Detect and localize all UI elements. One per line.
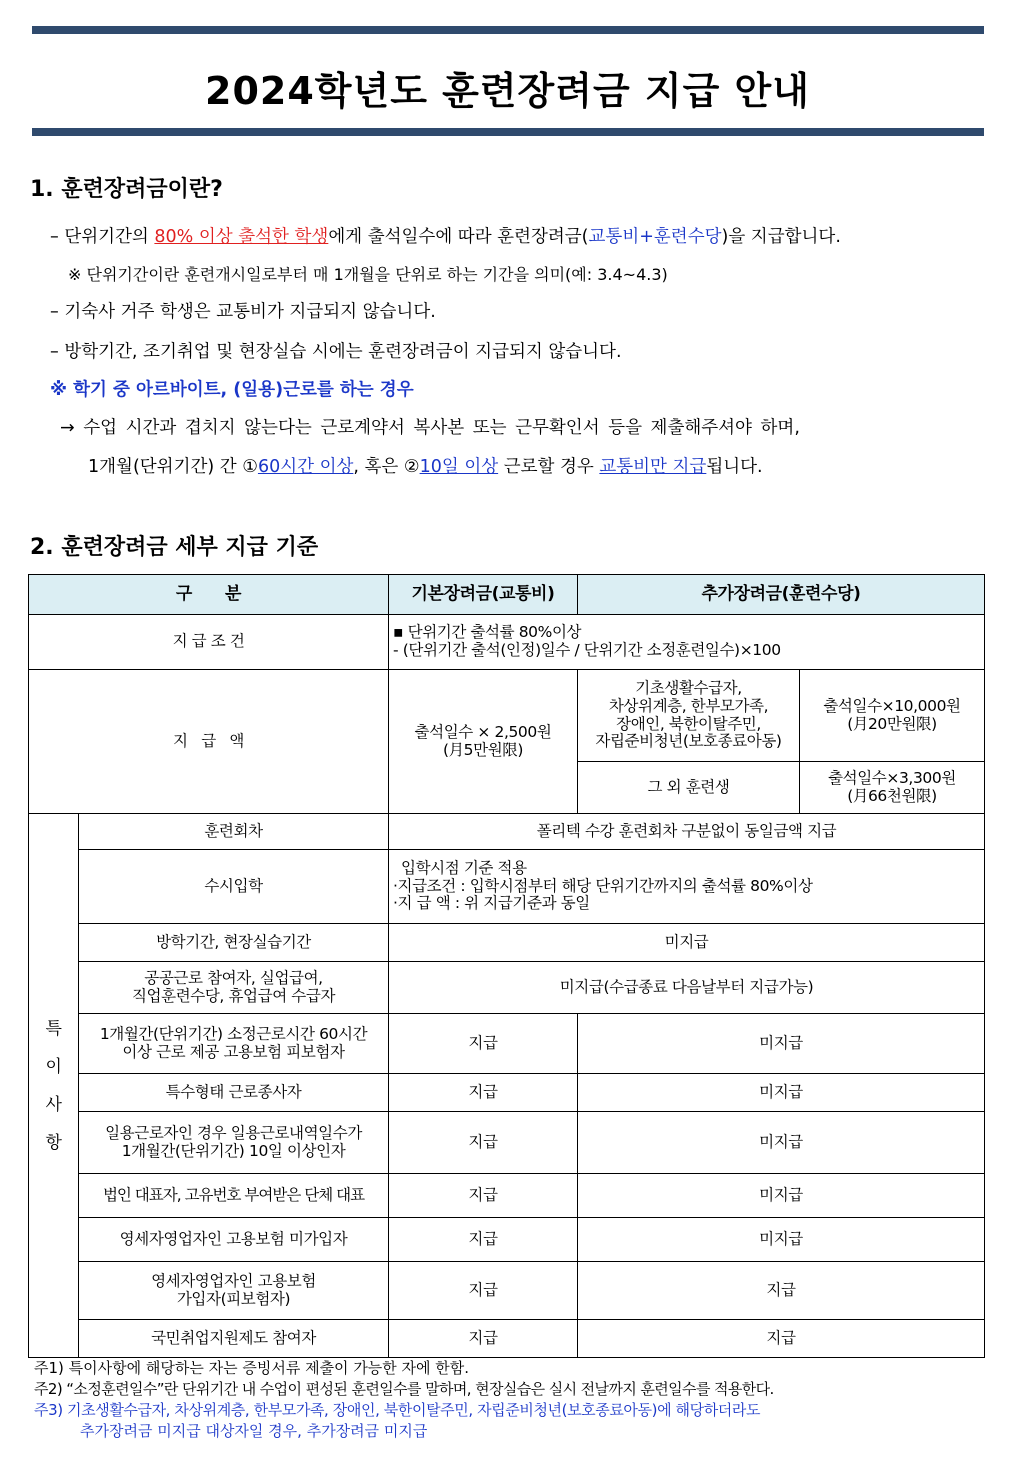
allowance-table [28,574,985,1358]
header-category: 구 분 [29,575,389,615]
section2-heading: 2. 훈련장려금 세부 지급 기준 [30,535,319,560]
group2-formula: 출석일수×3,300원 [828,768,956,787]
section1-warning: ※ 학기 중 아르바이트, (일용)근로를 하는 경우 [50,380,414,400]
section1-line3: – 방학기간, 조기취업 및 현장실습 시에는 훈련장려금이 지급되지 않습니다. [50,342,622,362]
row-label-line1: 영세자영업자인 고용보험 [151,1271,316,1290]
bottom-bar [32,128,984,136]
row-extra-value: 지급 [578,1320,985,1358]
condition-label: 지 급 조 건 [29,615,389,670]
group1-limit: (月20만원限) [847,714,937,733]
group2-limit: (月66천원限) [847,786,937,805]
line5-c: , 혹은 ② [353,457,420,477]
section1-line1 [50,223,841,248]
top-bar [32,26,984,34]
special-label [29,814,79,1358]
row-extra-value: 미지급 [578,1074,985,1112]
amount-group2: 그 외 훈련생 [578,762,800,814]
line1-suffix: )을 지급합니다. [721,227,841,247]
line1-highlight-blue: 교통비+훈련수당 [588,227,722,247]
group1-line1: 기초생활수급자, [635,678,742,697]
row-label-line2: 이상 근로 제공 고용보험 피보험자 [122,1042,345,1061]
table-row [29,1074,985,1112]
group1-line4: 자립준비청년(보호종료아동) [595,732,782,751]
special-char-2: 이 [45,1056,62,1077]
condition-line1: ▪ 단위기간 출석률 80%이상 [393,623,582,642]
row-basic-value: 지급 [389,1218,578,1262]
row-label-line1: 일용근로자인 경우 일용근로내역일수가 [105,1123,362,1142]
footnote-3a: 주3) 기초생활수급자, 차상위계층, 한부모가족, 장애인, 북한이탈주민, 자립준비청년(보호종료아동)에 해당하더라도 [34,1401,761,1419]
line5-a: 1개월(단위기간) 간 ① [88,457,258,477]
admission-line3: ·지 급 액 : 위 지급기준과 동일 [393,894,590,913]
row-label: 특수형태 근로종사자 [79,1074,389,1112]
table-row [29,1014,985,1074]
group1-line3: 장애인, 북한이탈주민, [616,714,761,733]
page-title: 2024학년도 훈련장려금 지급 안내 [205,69,810,113]
amount-basic-formula: 출석일수 × 2,500원 [414,722,552,741]
footnotes [34,1358,774,1442]
amount-row-1 [29,670,985,762]
footnote-2: 주2) “소정훈련일수”란 단위기간 내 수업이 편성된 훈련일수를 말하며, 현장실습은 실시 전날까지 훈련일수를 적용한다. [34,1380,774,1398]
row-merged-value: 폴리텍 수강 훈련회차 구분없이 동일금액 지급 [389,814,985,850]
group1-line2: 차상위계층, 한부모가족, [608,696,769,715]
header-basic: 기본장려금(교통비) [389,575,578,615]
row-label [79,1262,389,1320]
row-label: 법인 대표자, 고유번호 부여받은 단체 대표 [79,1174,389,1218]
section1-note1: ※ 단위기간이란 훈련개시일로부터 매 1개월을 단위로 하는 기간을 의미(예: 3.4~4.3) [68,265,668,284]
line1-highlight-red: 80% 이상 출석한 학생 [154,227,329,247]
row-label: 국민취업지원제도 참여자 [79,1320,389,1358]
row-basic-value: 지급 [389,1320,578,1358]
group1-formula: 출석일수×10,000원 [823,696,961,715]
table-row [29,1262,985,1320]
line5-e: 근로할 경우 [498,457,600,477]
table-row [29,1218,985,1262]
row-basic-value: 지급 [389,1014,578,1074]
table-row [29,924,985,962]
amount-group2-value [800,762,985,814]
footnote-1: 주1) 특이사항에 해당하는 자는 증빙서류 제출이 가능한 자에 한함. [34,1359,470,1377]
row-label [79,962,389,1014]
table-row [29,1174,985,1218]
row-label: 수시입학 [79,850,389,924]
row-basic-value: 지급 [389,1174,578,1218]
row-label-line2: 가입자(피보험자) [176,1289,291,1308]
row-extra-value: 미지급 [578,1218,985,1262]
amount-basic-limit: (月5만원限) [442,740,524,759]
section1-line4: → 수업 시간과 겹치지 않는다는 근로계약서 복사본 또는 근무확인서 등을 제출해주셔야 하며, [60,418,800,438]
special-char-4: 항 [45,1132,62,1153]
line1-prefix: – 단위기간의 [50,227,155,247]
row-label-line1: 공공근로 참여자, 실업급여, [144,968,323,987]
line5-transport-only: 교통비만 지급 [599,457,707,477]
row-label-line2: 직업훈련수당, 휴업급여 수급자 [131,986,336,1005]
condition-line2: - (단위기간 출석(인정)일수 / 단위기간 소정훈련일수)×100 [393,641,781,659]
row-label: 영세자영업자인 고용보험 미가입자 [79,1218,389,1262]
condition-row [29,615,985,670]
line1-middle: 에게 출석일수에 따라 훈련장려금( [328,227,589,247]
condition-text [389,615,985,670]
admission-line2: ·지급조건 : 입학시점부터 해당 단위기간까지의 출석률 80%이상 [393,876,813,895]
row-extra-value: 미지급 [578,1014,985,1074]
section1-heading: 1. 훈련장려금이란? [30,177,223,202]
amount-basic [389,670,578,814]
special-char-3: 사 [45,1094,62,1115]
row-basic-value: 지급 [389,1262,578,1320]
row-label [79,1112,389,1174]
line5-60hours: 60시간 이상 [257,457,354,477]
row-label-line1: 1개월간(단위기간) 소정근로시간 60시간 [99,1024,368,1043]
row-merged-value [389,850,985,924]
table-row [29,1112,985,1174]
row-extra-value: 미지급 [578,1174,985,1218]
row-label: 훈련회차 [79,814,389,850]
table-row [29,962,985,1014]
amount-group1 [578,670,800,762]
footnote-3b: 추가장려금 미지급 대상자일 경우, 추가장려금 미지급 [80,1422,428,1440]
amount-group1-value [800,670,985,762]
row-basic-value: 지급 [389,1074,578,1112]
row-label: 방학기간, 현장실습기간 [79,924,389,962]
line5-g: 됩니다. [706,457,763,477]
row-basic-value: 지급 [389,1112,578,1174]
row-merged-value: 미지급(수급종료 다음날부터 지급가능) [389,962,985,1014]
table-row [29,814,985,850]
row-extra-value: 미지급 [578,1112,985,1174]
table-header-row [29,575,985,615]
section1-line2: – 기숙사 거주 학생은 교통비가 지급되지 않습니다. [50,302,436,322]
row-label-line2: 1개월간(단위기간) 10일 이상인자 [121,1141,346,1160]
row-extra-value: 지급 [578,1262,985,1320]
row-merged-value: 미지급 [389,924,985,962]
table-row [29,850,985,924]
section1-line5 [88,453,763,478]
header-extra: 추가장려금(훈련수당) [578,575,985,615]
row-label [79,1014,389,1074]
admission-line1: 입학시점 기준 적용 [401,858,527,877]
amount-label: 지 급 액 [29,670,389,814]
line5-10days: 10일 이상 [419,457,499,477]
special-char-1: 특 [45,1018,62,1039]
table-row [29,1320,985,1358]
